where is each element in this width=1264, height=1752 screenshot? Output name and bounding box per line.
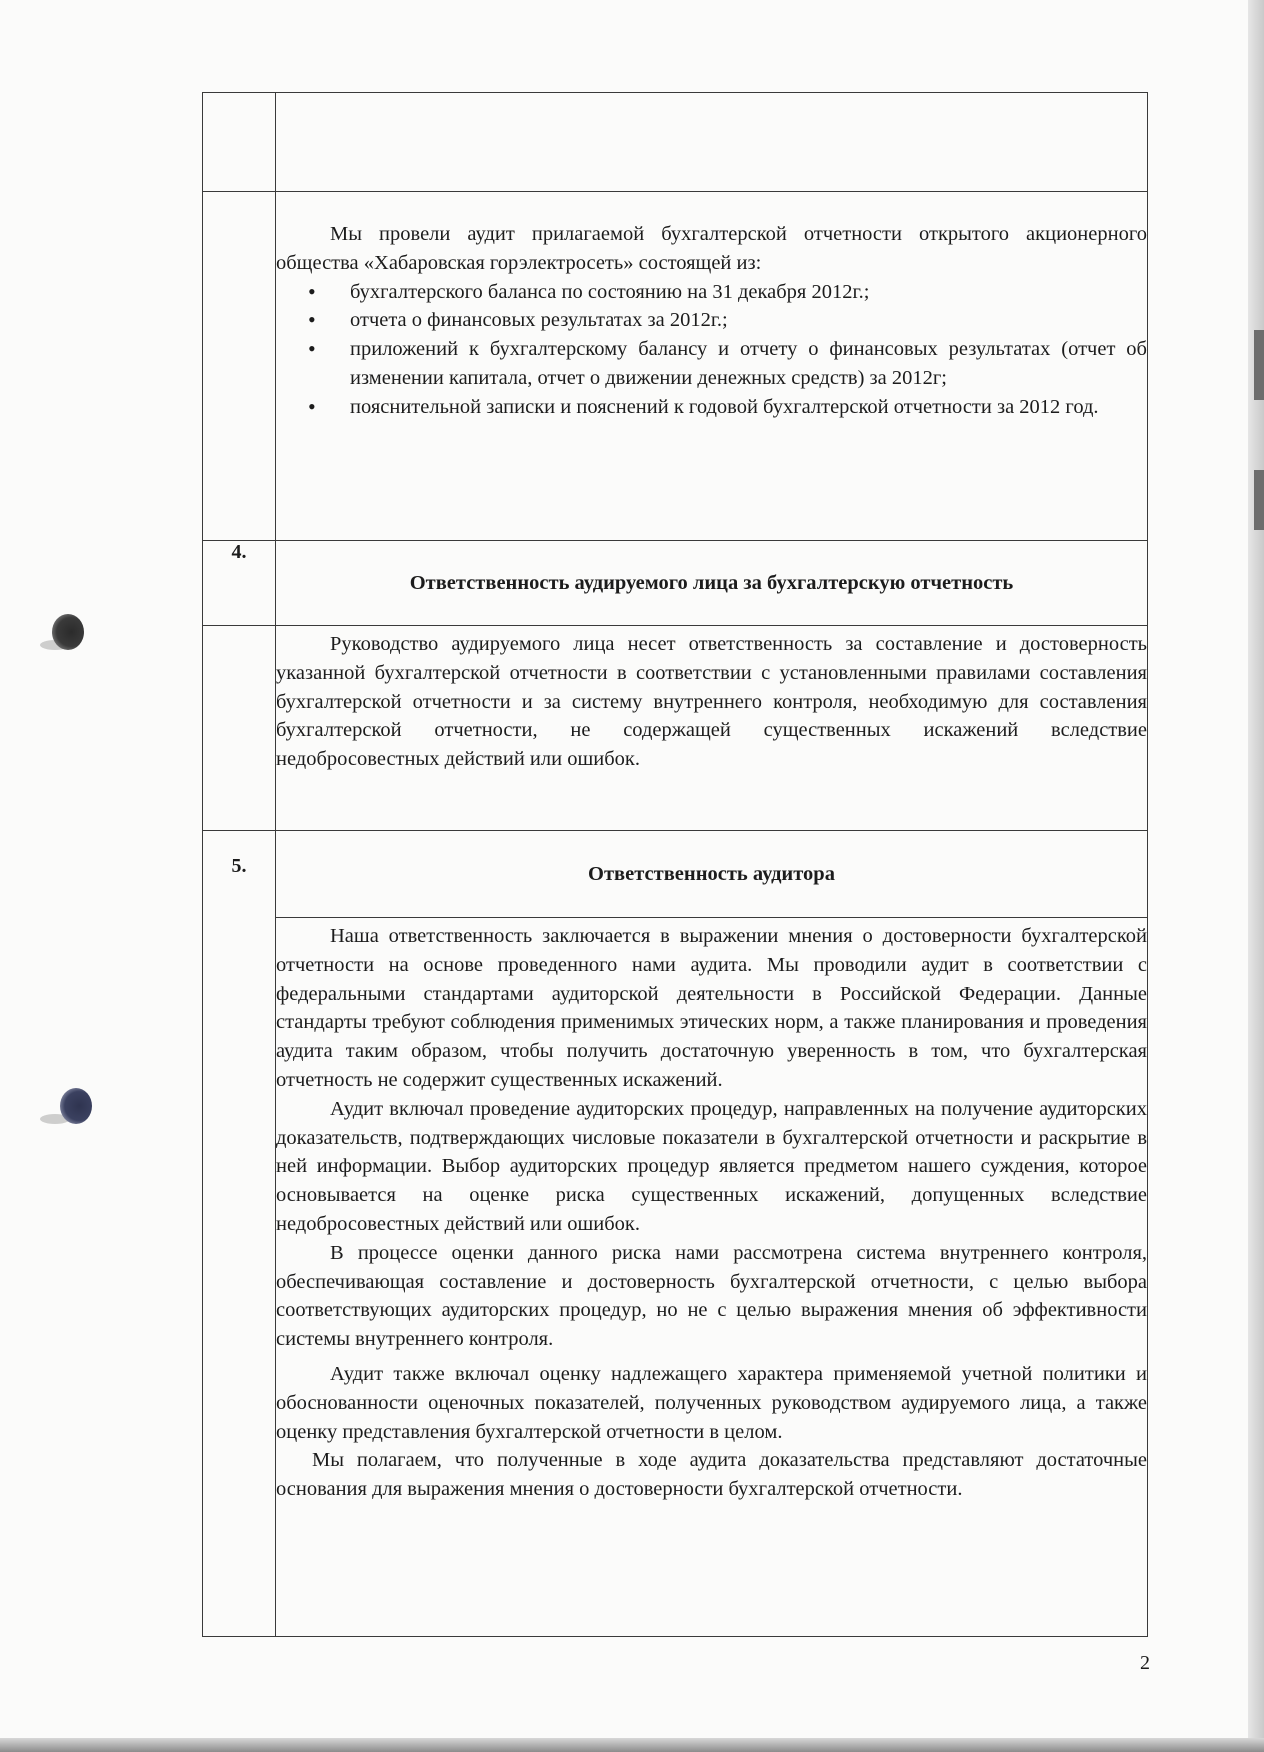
edge-mark — [1254, 330, 1264, 400]
list-item: • приложений к бухгалтерскому балансу и отчету о финансовых результатах (отчет об изменении капитала, отчет о движении денежных средств) за 2012г; — [350, 335, 1147, 393]
page-edge-right — [1248, 0, 1264, 1752]
edge-mark — [1254, 470, 1264, 530]
list-item: • отчета о финансовых результатах за 2012г.; — [350, 306, 1147, 335]
table-row — [203, 831, 1148, 918]
section-title: Ответственность аудитора — [588, 862, 835, 885]
row-number-cell — [203, 192, 276, 541]
paragraph: Аудит включал проведение аудиторских процедур, направленных на получение аудиторских доказательств, подтверждающих числовые показатели в бухгалтерской отчетности и раскрытие в ней информации. Выбор аудиторских процедур является предметом нашего суждения, которое основывается на оценке риска существенных искажений, допущенных вследствие недобросовестных действий или ошибок. — [276, 1097, 1147, 1235]
table-row — [203, 93, 1148, 192]
row-content-cell — [276, 918, 1148, 1637]
row-content-cell — [276, 626, 1148, 831]
table-row — [203, 918, 1148, 1637]
section-text: Руководство аудируемого лица несет ответственность за составление и достоверность указанной бухгалтерской отчетности в соответствии с установленными правилами составления бухгалтерской отчетности и за систему внутреннего контроля, необходимую для составления бухгалтерской отчетности, не содержащей существенных искажений вследствие недобросовестных действий или ошибок. — [276, 633, 1147, 771]
paragraph: Мы полагаем, что полученные в ходе аудита доказательства представляют достаточные основания для выражения мнения о достоверности бухгалтерской отчетности. — [276, 1449, 1147, 1501]
row-content-cell — [276, 93, 1148, 192]
punch-hole — [52, 614, 84, 650]
section-number: 4. — [203, 541, 276, 626]
audit-report-table — [202, 92, 1148, 1637]
page-number: 2 — [1140, 1652, 1150, 1674]
row-number-cell — [203, 93, 276, 192]
table-row — [203, 192, 1148, 541]
section-title-cell — [276, 541, 1148, 626]
list-item: • бухгалтерского баланса по состоянию на 31 декабря 2012г.; — [350, 278, 1147, 307]
paragraph: Наша ответственность заключается в выражении мнения о достоверности бухгалтерской отчетности на основе проведенного нами аудита. Мы проводили аудит в соответствии с федеральными стандартами аудиторской деятельности в Российской Федерации. Данные стандарты требуют соблюдения применимых этических норм, а также планирования и проведения аудита таким образом, чтобы получить достаточную уверенность в том, что бухгалтерская отчетность не содержит существенных искажений. — [276, 925, 1147, 1091]
paragraph: Аудит также включал оценку надлежащего характера применяемой учетной политики и обоснованности оценочных показателей, полученных руководством аудируемого лица, а также оценку представления бухгалтерской отчетности в целом. — [276, 1362, 1147, 1443]
list-item: • пояснительной записки и пояснений к годовой бухгалтерской отчетности за 2012 год. — [350, 393, 1147, 422]
section-title-cell — [276, 831, 1148, 918]
row-content-cell — [276, 192, 1148, 541]
page-edge-bottom — [0, 1738, 1264, 1752]
paragraph: В процессе оценки данного риска нами рассмотрена система внутреннего контроля, обеспечивающая составление и достоверность бухгалтерской отчетности, с целью выбора соответствующих аудиторских процедур, но не с целью выражения мнения об эффективности системы внутреннего контроля. — [276, 1241, 1147, 1351]
section-number: 5. — [203, 831, 276, 1637]
table-row — [203, 626, 1148, 831]
statements-list — [276, 278, 1147, 422]
audit-intro-text: Мы провели аудит прилагаемой бухгалтерской отчетности открытого акционерного общества «Хабаровская горэлектросеть» состоящей из: — [276, 223, 1147, 274]
punch-hole — [60, 1088, 92, 1124]
row-number-cell — [203, 626, 276, 831]
table-row — [203, 541, 1148, 626]
section-title: Ответственность аудируемого лица за бухгалтерскую отчетность — [409, 571, 1014, 594]
